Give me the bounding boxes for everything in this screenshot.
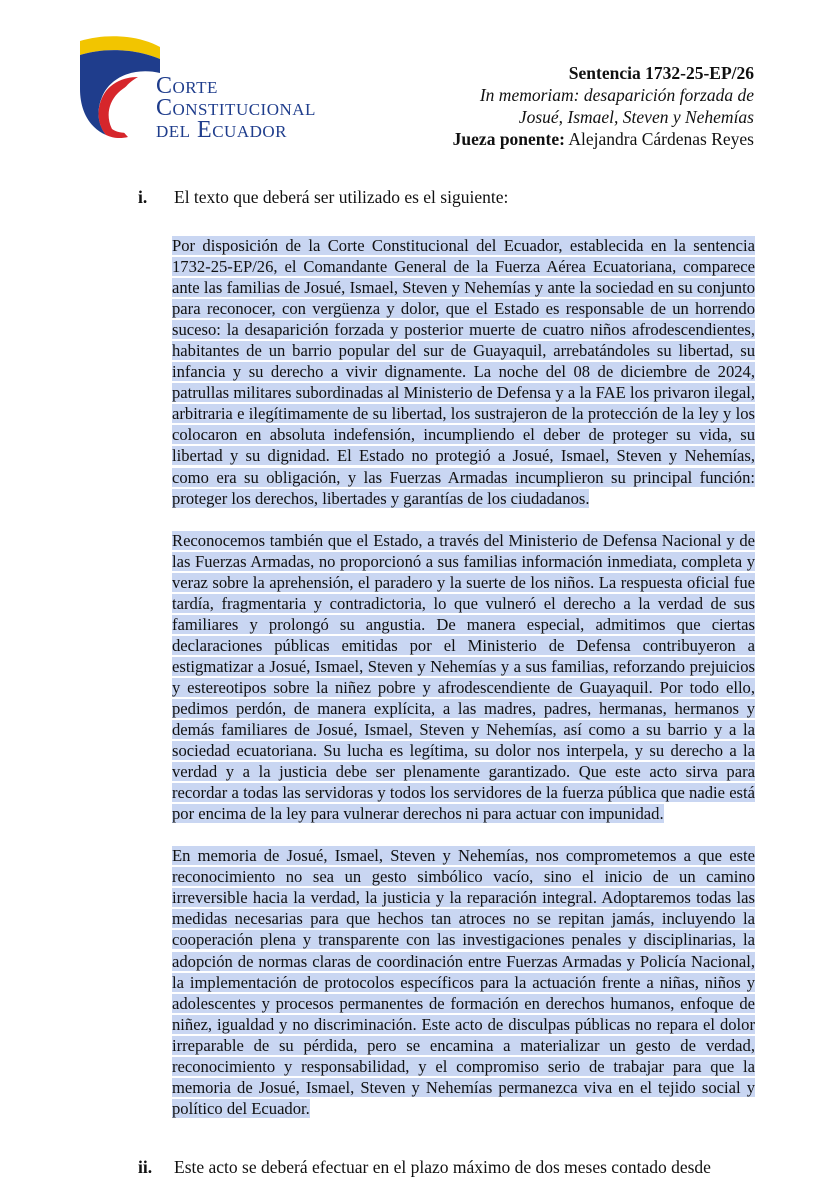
item-number: ii. (138, 1157, 153, 1177)
court-emblem-icon (76, 33, 166, 148)
apology-text (172, 235, 755, 1140)
case-header (434, 62, 754, 150)
sentencia-number: Sentencia 1732-25-EP/26 (568, 63, 754, 83)
quote-paragraph-3 (172, 845, 755, 1119)
highlighted-text: Por disposición de la Corte Constitucional del Ecuador, establecida en la sentencia 1732-25-EP/26, el Comandante General de la Fuerza Aérea Ecuatoriana, comparece ante las familias de Josué, Ismael, Steven y Nehemías y ante la sociedad en su conjunto para reconocer, con vergüenza y dolor, que el Estado es responsable de un horrendo suceso: la desaparición forzada y posterior muerte de cuatro niños afrodescendientes, habitantes de un barrio popular del sur de Guayaquil, arrebatándoles su libertad, su infancia y su derecho a vivir dignamente. La noche del 08 de diciembre de 2024, patrullas militares subordinadas al Ministerio de Defensa y a la FAE los privaron ilegal, arbitraria e ilegítimamente de su libertad, los sustrajeron de la protección de la ley y los colocaron en absoluta indefensión, incumpliendo el deber de proteger su vida, su libertad y su dignidad. El Estado no protegió a Josué, Ismael, Steven y Nehemías, como era su obligación, y las Fuerzas Armadas incumplieron su principal función: proteger los derechos, libertades y garantías de los ciudadanos. (172, 236, 755, 508)
item-text: Este acto se deberá efectuar en el plazo máximo de dos meses contado desde (174, 1157, 711, 1177)
quote-paragraph-1 (172, 235, 755, 509)
jueza-ponente (434, 128, 754, 150)
logo-line-1: Corte (156, 73, 218, 99)
court-logo (76, 33, 346, 148)
memoriam-line-1: In memoriam: desaparición forzada de (479, 85, 754, 105)
item-text: El texto que deberá ser utilizado es el siguiente: (174, 187, 509, 207)
highlighted-text: En memoria de Josué, Ismael, Steven y Nehemías, nos comprometemos a que este reconocimiento no sea un gesto simbólico vacío, sino el inicio de un camino irreversible hacia la verdad, la justicia y la reparación integral. Adoptaremos todas las medidas necesarias para que hechos tan atroces no se repitan jamás, incluyendo la cooperación plena y transparente con las investigaciones penales y disciplinarias, la adopción de normas claras de coordinación entre Fuerzas Armadas y Policía Nacional, la implementación de protocolos específicos para la actuación frente a niñas, niños y adolescentes y procesos permanentes de formación en derechos humanos, enfoque de niñez, igualdad y no discriminación. Este acto de disculpas públicas no repara el dolor irreparable de su pérdida, pero se encamina a materializar un gesto de verdad, reconocimiento y responsabilidad, y el compromiso serio de trabajar para que la memoria de Josué, Ismael, Steven y Nehemías permanezca viva en el tejido social y político del Ecuador. (172, 846, 755, 1118)
logo-line-3: del Ecuador (156, 117, 287, 143)
memoriam-line-2: Josué, Ismael, Steven y Nehemías (518, 107, 754, 127)
quote-paragraph-2 (172, 530, 755, 825)
jueza-label: Jueza ponente: (452, 129, 565, 149)
item-number: i. (138, 187, 148, 207)
highlighted-text: Reconocemos también que el Estado, a través del Ministerio de Defensa Nacional y de las Fuerzas Armadas, no proporcionó a sus familias información inmediata, completa y veraz sobre la aprehensión, el paradero y la suerte de los niños. La respuesta oficial fue tardía, fragmentaria y contradictoria, lo que vulneró el derecho a la verdad de sus familiares y prolongó su angustia. De manera especial, admitimos que ciertas declaraciones públicas emitidas por el Ministerio de Defensa contribuyeron a estigmatizar a Josué, Ismael, Steven y Nehemías y a sus familias, reforzando prejuicios y estereotipos sobre la niñez pobre y afrodescendiente de Guayaquil. Por todo ello, pedimos perdón, de manera explícita, a las madres, padres, hermanas, hermanos y demás familiares de Josué, Ismael, Steven y Nehemías, así como a su barrio y a la sociedad ecuatoriana. Su lucha es legítima, su dolor nos interpela, y su derecho a la verdad y a la justicia debe ser plenamente garantizado. Que este acto sirva para recordar a todas las servidoras y todos los servidores de la fuerza pública que nadie está por encima de la ley para vulnerar derechos ni para actuar con impunidad. (172, 530, 755, 824)
court-name (156, 75, 316, 141)
logo-line-2: Constitucional (156, 95, 316, 121)
jueza-name: Alejandra Cárdenas Reyes (568, 129, 754, 149)
